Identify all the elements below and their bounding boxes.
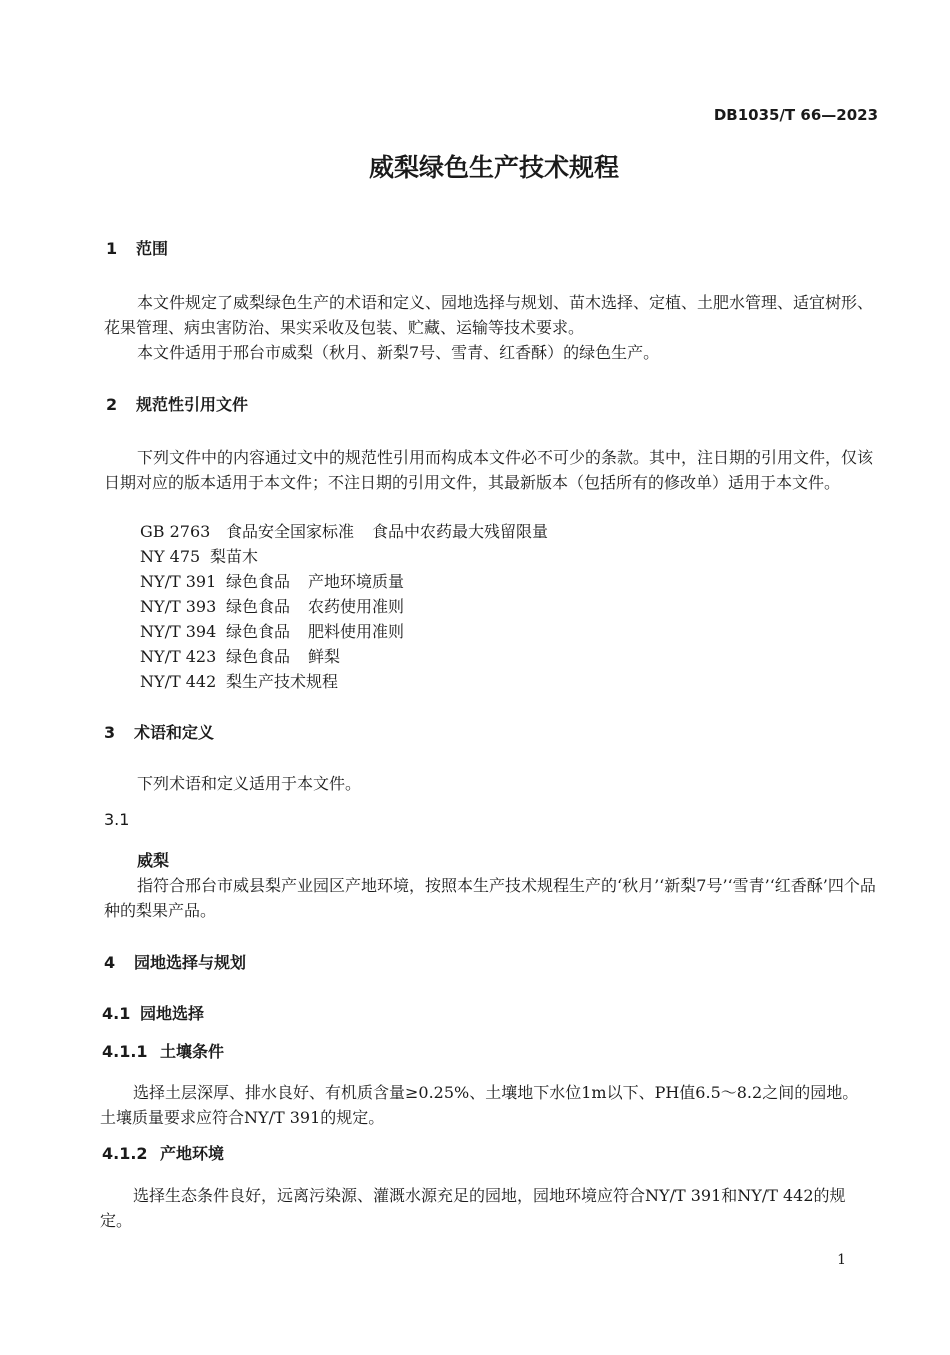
section-title: 园地选择 [140,1004,205,1023]
section-title: 规范性引用文件 [136,395,249,414]
reference-title: 食品安全国家标准 [226,522,355,541]
reference-code: NY/T 423 [140,647,217,666]
reference-title: 绿色食品 [226,622,291,641]
subsection-4-1-2-para: 选择生态条件良好，远离污染源、灌溉水源充足的园地，园地环境应符合NY/T 391和NY/T 442的规定。 [100,1186,846,1230]
page-number: 1 [837,1252,846,1268]
subsection-3-1-number: 3.1 [104,810,130,829]
reference-code: NY/T 391 [140,572,217,591]
section-title: 范围 [136,239,169,258]
reference-code: NY/T 393 [140,597,217,616]
reference-subtitle: 产地环境质量 [308,572,405,591]
reference-item [140,594,404,617]
section-title: 园地选择与规划 [134,953,247,972]
reference-subtitle: 食品中农药最大残留限量 [372,522,549,541]
section-number: 4.1.2 [102,1144,148,1163]
section-number: 1 [106,239,118,258]
section-title: 土壤条件 [160,1042,225,1061]
reference-item [140,569,404,592]
reference-title: 梨生产技术规程 [226,672,339,691]
reference-title: 绿色食品 [226,597,291,616]
section-1-heading [106,236,168,259]
subsection-4-1-1-heading [102,1039,224,1062]
subsection-4-1-1-para: 选择土层深厚、排水良好、有机质含量≥0.25%、土壤地下水位1m以下、PH值6.5～8.2之间的园地。土壤质量要求应符合NY/T 391的规定。 [100,1083,859,1127]
section-title: 术语和定义 [134,723,215,742]
reference-subtitle: 肥料使用准则 [308,622,405,641]
reference-code: NY/T 394 [140,622,217,641]
section-number: 4.1.1 [102,1042,148,1061]
subsection-4-1-2-heading [102,1141,224,1164]
page-title: 威梨绿色生产技术规程 [368,153,619,182]
reference-item [140,619,404,642]
section-number: 4.1 [102,1004,131,1023]
reference-code: GB 2763 [140,522,211,541]
section-2-heading [106,392,248,415]
term-name: 威梨 [137,851,170,870]
doc-number: DB1035/T 66—2023 [713,106,878,124]
reference-item [140,519,548,542]
section-3-heading [104,720,214,743]
section-2-para-1: 下列文件中的内容通过文中的规范性引用而构成本文件必不可少的条款。其中，注日期的引用文件，仅该日期对应的版本适用于本文件；不注日期的引用文件，其最新版本（包括所有的修改单）适用于本文件。 [104,448,874,492]
reference-item [140,669,338,692]
section-4-heading [104,950,246,973]
reference-subtitle: 农药使用准则 [308,597,405,616]
section-3-para-1: 下列术语和定义适用于本文件。 [137,774,362,793]
subsection-4-1-heading [102,1001,204,1024]
reference-item [140,544,258,567]
reference-code: NY/T 442 [140,672,217,691]
term-definition: 指符合邢台市威县梨产业园区产地环境，按照本生产技术规程生产的‘秋月’‘新梨7号’‘雪青’‘红香酥’四个品种的梨果产品。 [104,876,876,920]
reference-subtitle: 鲜梨 [308,647,341,666]
reference-title: 绿色食品 [226,572,291,591]
section-title: 产地环境 [160,1144,225,1163]
reference-code: NY 475 [140,547,201,566]
section-number: 3 [104,723,116,742]
section-number: 4 [104,953,116,972]
reference-item [140,644,340,667]
reference-title: 梨苗木 [210,547,259,566]
section-1-para-1: 本文件规定了威梨绿色生产的术语和定义、园地选择与规划、苗木选择、定植、土肥水管理、适宜树形、花果管理、病虫害防治、果实采收及包装、贮藏、运输等技术要求。 [104,293,874,337]
section-1-para-2: 本文件适用于邢台市威梨（秋月、新梨7号、雪青、红香酥）的绿色生产。 [137,343,660,362]
section-number: 2 [106,395,118,414]
reference-title: 绿色食品 [226,647,291,666]
